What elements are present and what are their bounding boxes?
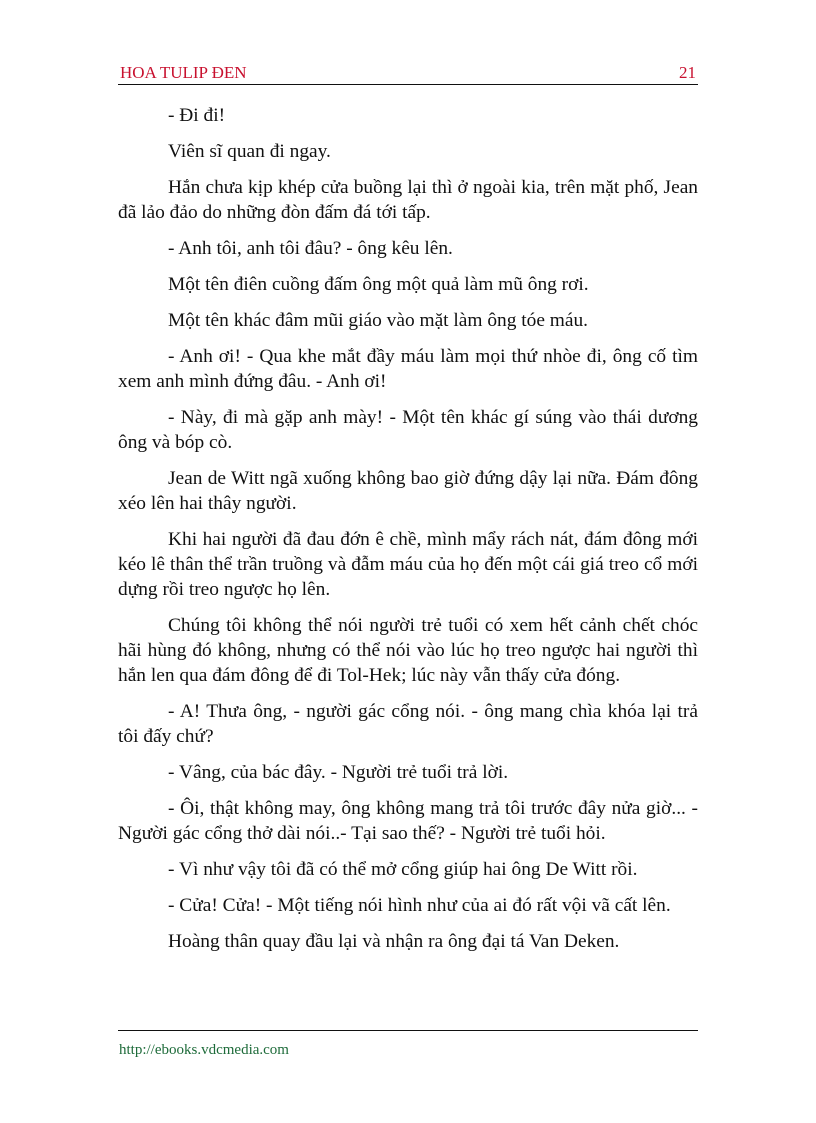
book-title: HOA TULIP ĐEN [120,63,247,82]
paragraph: - Ôi, thật không may, ông không mang trả tôi trước đây nửa giờ... - Người gác cổng thở dài nói..- Tại sao thế? - Người trẻ tuổi hỏi. [118,798,698,844]
paragraph: - Cửa! Cửa! - Một tiếng nói hình như của ai đó rất vội vã cất lên. [168,895,671,916]
paragraph: Chúng tôi không thể nói người trẻ tuổi có xem hết cảnh chết chóc hãi hùng đó không, nhưng có thể nói vào lúc họ treo ngược hai người thì hắn len qua đám đông để đi Tol-Hek; lúc này vẫn thấy cửa đóng. [118,615,698,686]
footer-divider [118,1030,698,1031]
paragraph: - Vâng, của bác đây. - Người trẻ tuổi trả lời. [168,762,509,783]
page-number: 21 [679,63,696,82]
paragraph: Một tên điên cuồng đấm ông một quả làm mũ ông rơi. [168,274,589,295]
paragraph: - Đi đi! [168,105,226,126]
paragraph: Khi hai người đã đau đớn ê chề, mình mẩy rách nát, đám đông mới kéo lê thân thể trần truồng và đẫm máu của họ đến một cái giá treo cổ mới dựng rồi treo ngược họ lên. [118,529,698,600]
paragraph: - Anh ơi! - Qua khe mắt đầy máu làm mọi thứ nhòe đi, ông cố tìm xem anh mình đứng đâu. - Anh ơi! [118,346,698,392]
footer-url-link[interactable]: http://ebooks.vdcmedia.com [119,1042,289,1058]
paragraph: Jean de Witt ngã xuống không bao giờ đứng dậy lại nữa. Đám đông xéo lên hai thây người. [118,468,698,514]
paragraph: Một tên khác đâm mũi giáo vào mặt làm ông tóe máu. [168,310,589,331]
paragraph: - A! Thưa ông, - người gác cổng nói. - ông mang chìa khóa lại trả tôi đấy chứ? [118,701,698,747]
paragraph: - Vì như vậy tôi đã có thể mở cổng giúp hai ông De Witt rồi. [168,859,638,880]
paragraph: Viên sĩ quan đi ngay. [168,141,331,162]
body-text [118,103,698,965]
paragraph: - Này, đi mà gặp anh mày! - Một tên khác gí súng vào thái dương ông và bóp cò. [118,407,698,453]
page-header [118,62,698,85]
paragraph: Hắn chưa kịp khép cửa buồng lại thì ở ngoài kia, trên mặt phố, Jean đã lảo đảo do những đòn đấm đá tới tấp. [118,177,698,223]
paragraph: - Anh tôi, anh tôi đâu? - ông kêu lên. [168,238,453,259]
paragraph: Hoàng thân quay đầu lại và nhận ra ông đại tá Van Deken. [168,931,620,952]
